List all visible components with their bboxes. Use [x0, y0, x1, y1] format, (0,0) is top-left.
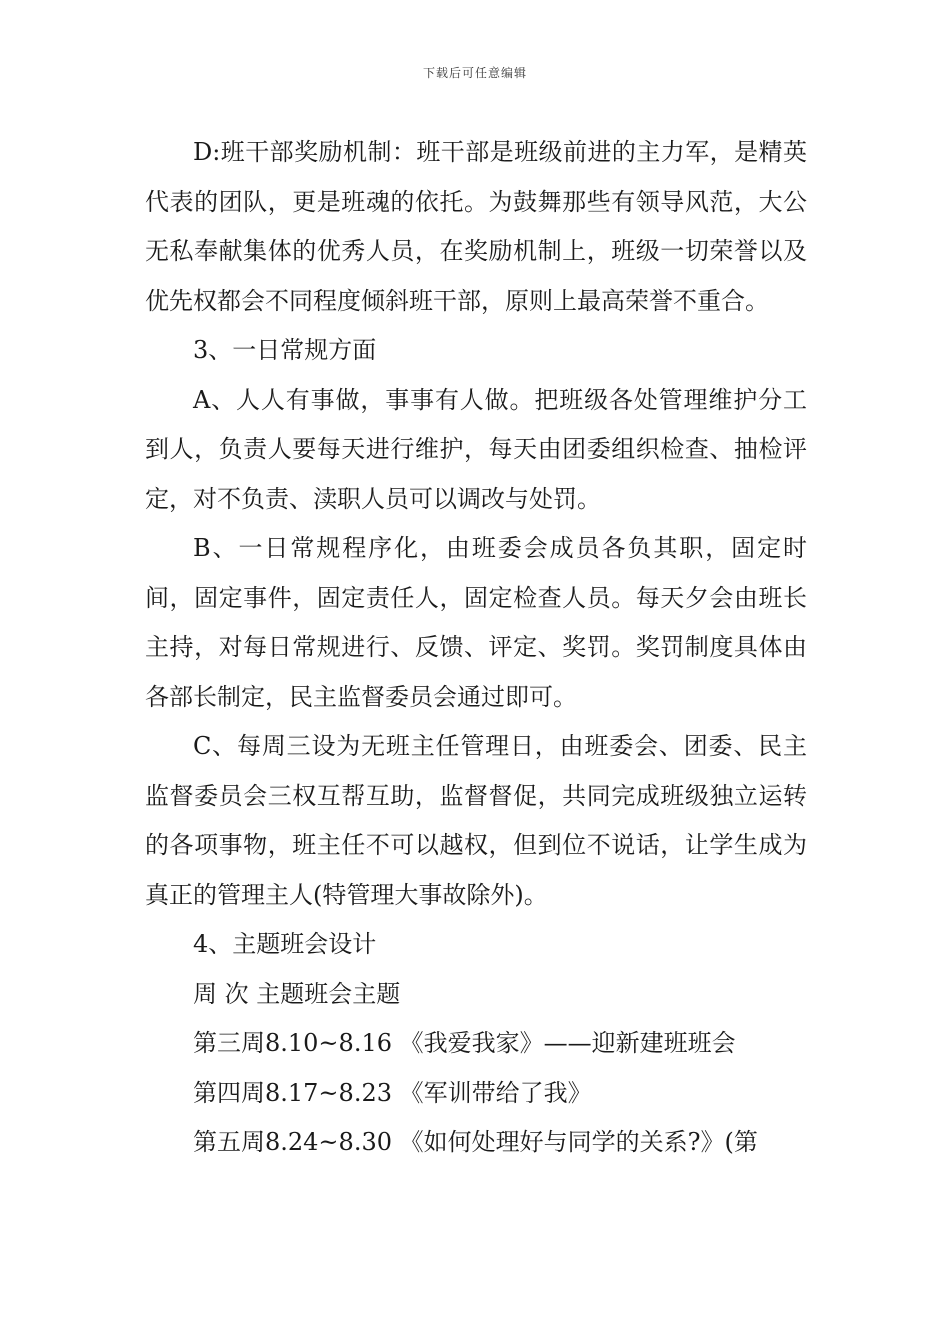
- schedule-row-week4: 第四周8.17~8.23 《军训带给了我》: [193, 1078, 592, 1107]
- document-body: [145, 128, 807, 1168]
- paragraph-item-c: C、每周三设为无班主任管理日，由班委会、团委、民主监督委员会三权互帮互助，监督督促，共同完成班级独立运转的各项事物，班主任不可以越权，但到位不说话，让学生成为真正的管理主人(特管理大事故除外)。: [145, 732, 807, 909]
- paragraph-item-b: B、一日常规程序化，由班委会成员各负其职，固定时间，固定事件，固定责任人，固定检查人员。每天夕会由班长主持，对每日常规进行、反馈、评定、奖罚。奖罚制度具体由各部长制定，民主监督委员会通过即可。: [145, 534, 807, 711]
- page-header: 下载后可任意编辑: [422, 66, 527, 80]
- paragraph-cadre-reward: D:班干部奖励机制：班干部是班级前进的主力军，是精英代表的团队，更是班魂的依托。为鼓舞那些有领导风范，大公无私奉献集体的优秀人员，在奖励机制上，班级一切荣誉以及优先权都会不同程度倾斜班干部，原则上最高荣誉不重合。: [145, 138, 807, 315]
- paragraph-item-a: A、人人有事做，事事有人做。把班级各处管理维护分工到人，负责人要每天进行维护，每天由团委组织检查、抽检评定，对不负责、渎职人员可以调改与处罚。: [145, 385, 807, 513]
- section-heading-daily-routine: 3、一日常规方面: [193, 336, 377, 364]
- schedule-row-week5: 第五周8.24~8.30 《如何处理好与同学的关系?》(第: [193, 1128, 758, 1156]
- schedule-row-week3: 第三周8.10~8.16 《我爱我家》——迎新建班班会: [193, 1029, 736, 1057]
- schedule-header: 周 次 主题班会主题: [193, 979, 401, 1008]
- section-heading-class-meeting: 4、主题班会设计: [193, 930, 377, 958]
